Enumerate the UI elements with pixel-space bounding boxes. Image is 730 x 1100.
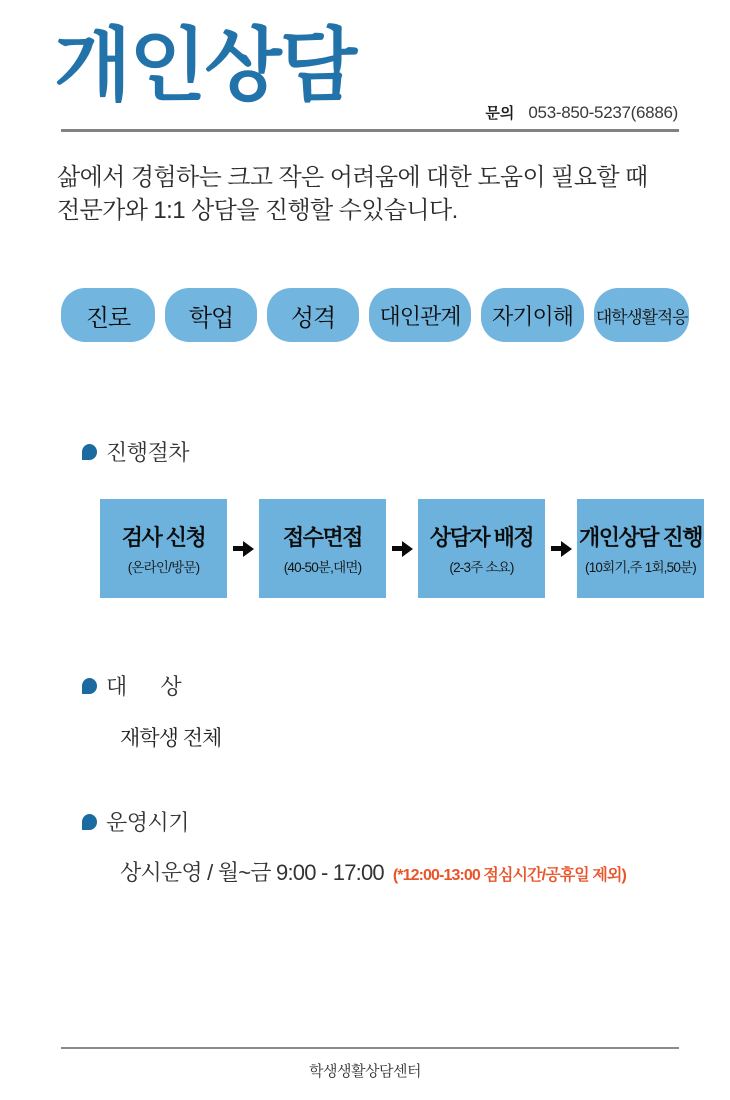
period-main-text: 상시운영 / 월~금 9:00 - 17:00 — [120, 860, 384, 885]
topic-pill-relationships[interactable]: 대인관계 — [369, 288, 471, 342]
footer-center-name: 학생생활상담센터 — [309, 1063, 421, 1080]
arrow-right-icon — [551, 541, 572, 557]
contact-phone-number: 053-850-5237(6886) — [528, 103, 678, 122]
section-label-target: 대 상 — [106, 674, 182, 699]
arrow-right-icon — [392, 541, 413, 557]
flow-step-subtitle: (2-3주 소요) — [449, 560, 514, 575]
topic-pill-campus-adjustment[interactable]: 대학생활적응 — [594, 288, 689, 342]
flow-step-apply — [100, 499, 227, 598]
contact-label: 문의 — [485, 105, 515, 122]
flow-arrow — [227, 541, 259, 557]
flow-arrow — [545, 541, 577, 557]
period-value — [120, 856, 626, 887]
target-value: 재학생 전체 — [120, 727, 222, 750]
flow-step-subtitle: (온라인/방문) — [127, 560, 200, 575]
speech-bubble-bullet-icon — [82, 678, 97, 694]
flow-step-counseling-sessions — [577, 499, 704, 598]
speech-bubble-bullet-icon — [82, 814, 97, 830]
section-heading-process — [82, 436, 189, 467]
section-label-period: 운영시기 — [106, 810, 190, 835]
flow-step-counselor-assignment — [418, 499, 545, 598]
topic-pill-self-understanding[interactable]: 자기이해 — [481, 288, 584, 342]
page-title: 개인상담 — [54, 21, 356, 110]
header-divider — [61, 129, 679, 132]
process-flow-diagram — [100, 499, 704, 598]
flow-step-subtitle: (10회기,주 1회,50분) — [585, 560, 696, 575]
contact-info — [485, 102, 678, 123]
footer-divider — [61, 1047, 679, 1049]
topic-pill-personality[interactable]: 성격 — [267, 288, 359, 342]
flow-step-title: 접수면접 — [282, 525, 362, 550]
topic-pill-career[interactable]: 진로 — [61, 288, 155, 342]
flow-step-title: 개인상담 진행 — [578, 525, 703, 550]
intro-paragraph: 삶에서 경험하는 크고 작은 어려움에 대한 도움이 필요할 때 전문가와 1:1 상담을 진행할 수있습니다. — [57, 164, 648, 225]
flow-step-intake-interview — [259, 499, 386, 598]
arrow-right-icon — [233, 541, 254, 557]
topic-pill-row — [61, 288, 689, 342]
flow-step-title: 상담자 배정 — [429, 525, 534, 550]
section-heading-period — [82, 806, 189, 837]
flow-step-title: 검사 신청 — [121, 525, 206, 550]
flow-step-subtitle: (40-50분,대면) — [283, 560, 362, 575]
section-heading-target — [82, 670, 181, 701]
period-note-text: (*12:00-13:00 점심시간/공휴일 제외) — [392, 867, 626, 884]
section-label-process: 진행절차 — [106, 440, 190, 465]
flow-arrow — [386, 541, 418, 557]
topic-pill-academics[interactable]: 학업 — [165, 288, 257, 342]
speech-bubble-bullet-icon — [82, 444, 97, 460]
